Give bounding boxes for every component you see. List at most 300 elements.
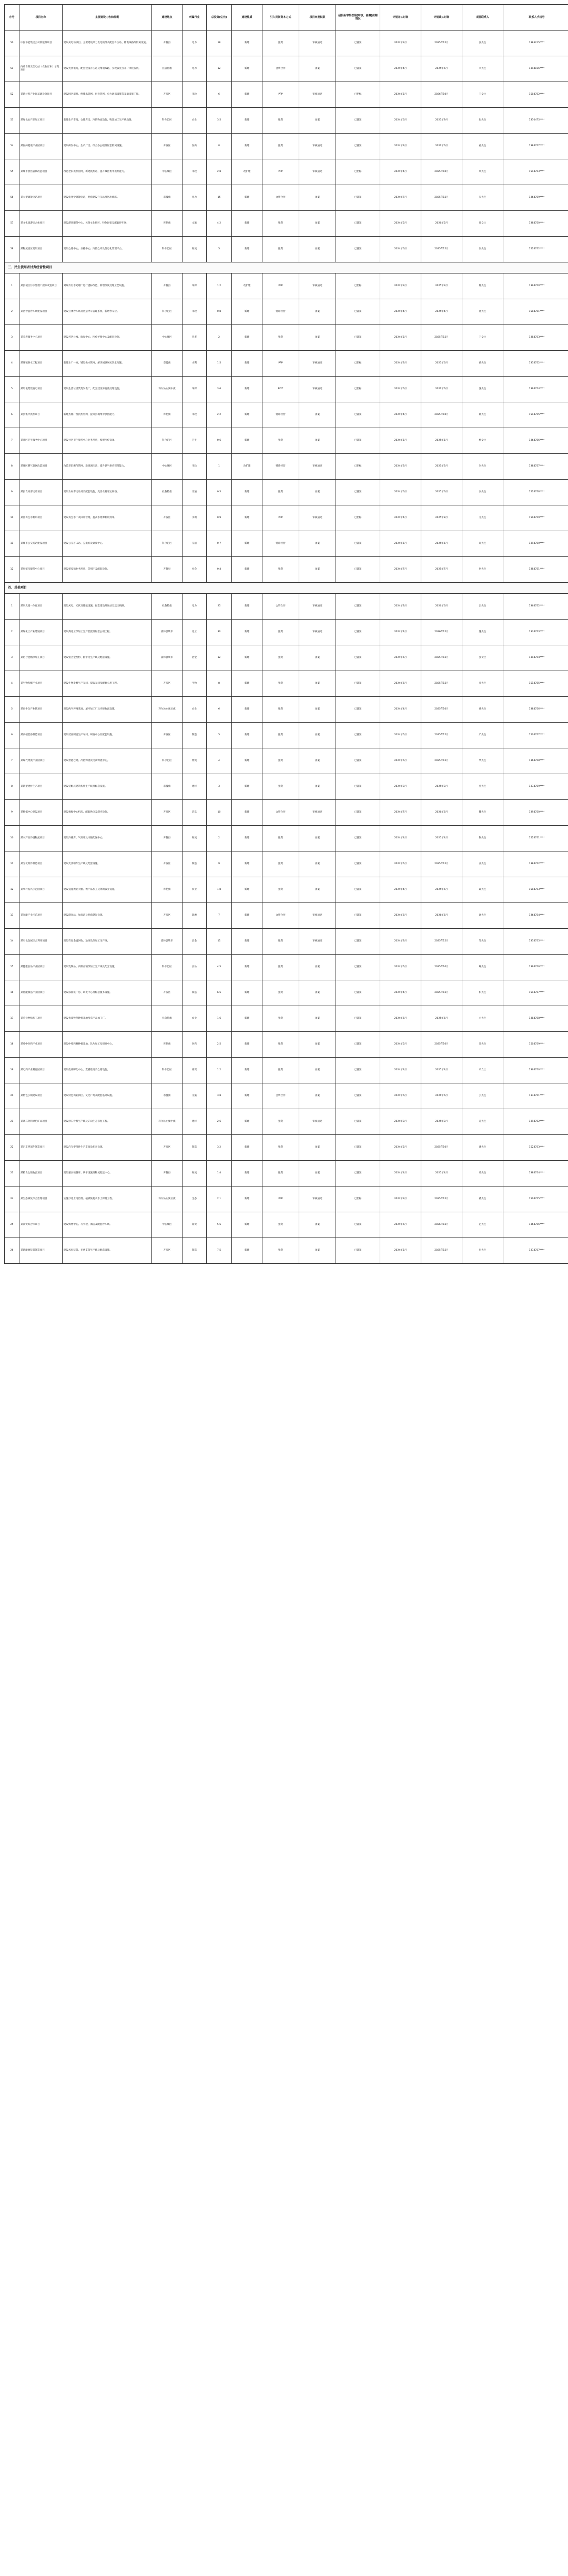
cell-nature: 新建 xyxy=(232,594,262,620)
cell-phone: 1384756**** xyxy=(503,697,568,723)
cell-inv: 3.2 xyxy=(207,1135,232,1161)
cell-inv: 5.5 xyxy=(207,1212,232,1238)
cell-loc: 开发区 xyxy=(152,903,182,929)
cell-start: 2024年7月 xyxy=(380,185,421,211)
cell-nature: 新建 xyxy=(232,620,262,645)
cell-start: 2024年4月 xyxy=(380,402,421,428)
cell-bid: 已备案 xyxy=(336,877,380,903)
column-header: 所属行业 xyxy=(182,5,207,31)
cell-ind: 养老 xyxy=(182,325,207,351)
cell-nature: 新建 xyxy=(232,800,262,826)
cell-start: 2024年5月 xyxy=(380,211,421,237)
cell-desc: 建设特色商业街区、文化广场及配套基础设施。 xyxy=(63,1083,152,1109)
cell-inv: 12 xyxy=(207,645,232,671)
cell-contact: 朱先生 xyxy=(462,454,503,480)
cell-start: 2024年6月 xyxy=(380,1083,421,1109)
cell-ind: 信息 xyxy=(182,800,207,826)
cell-desc: 建设研发中心、生产厂房、综合办公楼及配套附属设施。 xyxy=(63,134,152,159)
cell-no: 10 xyxy=(5,826,19,851)
cell-approve: 备案 xyxy=(299,671,336,697)
cell-start: 2024年6月 xyxy=(380,748,421,774)
cell-loc: 霍林郭勒市 xyxy=(152,620,182,645)
cell-phone: 1334759**** xyxy=(503,774,568,800)
cell-name: 某砂石骨料绿色矿山项目 xyxy=(19,1109,63,1135)
cell-nature: 新建 xyxy=(232,903,262,929)
cell-ind: 建材 xyxy=(182,1109,207,1135)
cell-name: 某新材料产业园基础设施项目 xyxy=(19,82,63,108)
cell-start: 2024年5月 xyxy=(380,82,421,108)
cell-end: 2025年8月 xyxy=(421,505,462,531)
cell-end: 2026年6月 xyxy=(421,1083,462,1109)
cell-phone: 1394750**** xyxy=(503,800,568,826)
cell-start: 2024年3月 xyxy=(380,1186,421,1212)
cell-approve: 审核通过 xyxy=(299,505,336,531)
project-table xyxy=(4,4,568,1264)
cell-contact: 魏先生 xyxy=(462,800,503,826)
cell-end: 2025年3月 xyxy=(421,1109,462,1135)
cell-loc: 奈曼旗 xyxy=(152,774,182,800)
cell-mode: 独资 xyxy=(262,620,299,645)
cell-desc: 建设冷藏库、气调库及冷链配送中心。 xyxy=(63,826,152,851)
cell-bid: 已备案 xyxy=(336,237,380,262)
cell-bid: 已备案 xyxy=(336,1006,380,1032)
cell-ind: 电力 xyxy=(182,56,207,82)
cell-phone: 1384754**** xyxy=(503,1161,568,1186)
cell-desc: 改造老旧燃气管网，新建调压站，提升燃气供应保障能力。 xyxy=(63,454,152,480)
cell-start: 2024年5月 xyxy=(380,531,421,557)
cell-start: 2024年4月 xyxy=(380,1058,421,1083)
cell-start: 2024年3月 xyxy=(380,454,421,480)
cell-desc: 建设养老公寓、康复中心、医疗护理中心及配套设施。 xyxy=(63,325,152,351)
cell-desc: 对现有污水处理厂进行提标改造，新增深度处理工艺设施。 xyxy=(63,273,152,299)
cell-ind: 市政 xyxy=(182,402,207,428)
cell-desc: 建设立体停车场及智慧停车管理系统，新增停车位。 xyxy=(63,299,152,325)
cell-end: 2025年3月 xyxy=(421,774,462,800)
cell-ind: 农业 xyxy=(182,1006,207,1032)
cell-ind: 制造 xyxy=(182,1135,207,1161)
cell-mode: 独资 xyxy=(262,1006,299,1032)
cell-end: 2026年6月 xyxy=(421,800,462,826)
cell-start: 2024年6月 xyxy=(380,1006,421,1032)
cell-approve: 审核通过 xyxy=(299,1109,336,1135)
cell-inv: 5 xyxy=(207,723,232,748)
cell-approve: 审核通过 xyxy=(299,82,336,108)
cell-end: 2025年4月 xyxy=(421,1161,462,1186)
cell-start: 2024年7月 xyxy=(380,800,421,826)
cell-approve: 备案 xyxy=(299,1238,336,1264)
cell-contact: 柏先生 xyxy=(462,980,503,1006)
cell-approve: 备案 xyxy=(299,1032,336,1058)
cell-loc: 奈曼旗 xyxy=(152,1083,182,1109)
cell-phone: 1334752**** xyxy=(503,351,568,377)
cell-loc: 中心城区 xyxy=(152,454,182,480)
cell-nature: 新建 xyxy=(232,851,262,877)
cell-nature: 新建 xyxy=(232,748,262,774)
table-row xyxy=(5,402,568,428)
cell-contact: 曹先生 xyxy=(462,697,503,723)
cell-name: 某县城区污水处理厂提标改造项目 xyxy=(19,273,63,299)
cell-bid: 已备案 xyxy=(336,531,380,557)
cell-desc: 实施沙化土地治理、植被恢复及水土保持工程。 xyxy=(63,1186,152,1212)
cell-nature: 新建 xyxy=(232,428,262,454)
cell-bid: 已招标 xyxy=(336,454,380,480)
cell-mode: 特许经营 xyxy=(262,299,299,325)
cell-end: 2025年12月 xyxy=(421,185,462,211)
cell-start: 2024年3月 xyxy=(380,774,421,800)
cell-approve: 审核通过 xyxy=(299,454,336,480)
cell-loc: 科尔沁区 xyxy=(152,748,182,774)
cell-loc: 库伦旗 xyxy=(152,211,182,237)
cell-desc: 建设电商孵化中心、直播基地及仓储设施。 xyxy=(63,1058,152,1083)
column-header: 建设地点 xyxy=(152,5,182,31)
cell-ind: 物流 xyxy=(182,748,207,774)
cell-loc: 开鲁县 xyxy=(152,31,182,56)
cell-bid: 已招标 xyxy=(336,351,380,377)
cell-bid: 已备案 xyxy=(336,480,380,505)
cell-contact: 彭先生 xyxy=(462,1238,503,1264)
cell-contact: 金先生 xyxy=(462,774,503,800)
cell-bid: 已备案 xyxy=(336,1109,380,1135)
cell-contact: 潘先生 xyxy=(462,1135,503,1161)
cell-bid: 已备案 xyxy=(336,325,380,351)
cell-mode: 独资 xyxy=(262,557,299,583)
cell-end: 2025年12月 xyxy=(421,31,462,56)
cell-phone: 1524752**** xyxy=(503,237,568,262)
cell-loc: 开鲁县 xyxy=(152,826,182,851)
section-row xyxy=(5,262,568,273)
table-row xyxy=(5,505,568,531)
cell-approve: 备案 xyxy=(299,748,336,774)
table-row xyxy=(5,748,568,774)
cell-loc: 科尔沁区 xyxy=(152,531,182,557)
cell-start: 2024年4月 xyxy=(380,980,421,1006)
cell-bid: 已备案 xyxy=(336,1161,380,1186)
cell-phone: 1384753**** xyxy=(503,325,568,351)
cell-end: 2025年3月 xyxy=(421,273,462,299)
cell-bid: 已招标 xyxy=(336,273,380,299)
cell-mode: 独资 xyxy=(262,980,299,1006)
cell-loc: 奈曼旗 xyxy=(152,185,182,211)
cell-approve: 备案 xyxy=(299,645,336,671)
cell-contact: 吴先生 xyxy=(462,185,503,211)
cell-name: 某县农村客运站项目 xyxy=(19,480,63,505)
cell-approve: 备案 xyxy=(299,1135,336,1161)
cell-name: 某氢能产业示范项目 xyxy=(19,903,63,929)
cell-loc: 库伦旗 xyxy=(152,1032,182,1058)
cell-inv: 0.5 xyxy=(207,480,232,505)
cell-approve: 审核通过 xyxy=(299,377,336,402)
cell-ind: 市政 xyxy=(182,299,207,325)
cell-contact: 奚先生 xyxy=(462,1186,503,1212)
cell-bid: 已备案 xyxy=(336,1058,380,1083)
cell-no: 8 xyxy=(5,454,19,480)
cell-inv: 3.5 xyxy=(207,108,232,134)
cell-end: 2026年5月 xyxy=(421,211,462,237)
cell-phone: 1504759**** xyxy=(503,1032,568,1058)
cell-phone: 1394816**** xyxy=(503,56,568,82)
cell-no: 15 xyxy=(5,955,19,980)
cell-end: 2026年12月 xyxy=(421,620,462,645)
cell-loc: 奈曼旗 xyxy=(152,351,182,377)
table-row xyxy=(5,273,568,299)
cell-start: 2024年4月 xyxy=(380,159,421,185)
cell-inv: 10 xyxy=(207,800,232,826)
cell-desc: 建设制氢站、加氢站及配套储运设施。 xyxy=(63,903,152,929)
cell-end: 2025年12月 xyxy=(421,1238,462,1264)
cell-end: 2026年6月 xyxy=(421,134,462,159)
cell-inv: 12 xyxy=(207,56,232,82)
cell-loc: 科尔沁区 xyxy=(152,1058,182,1083)
cell-nature: 新建 xyxy=(232,351,262,377)
cell-contact: 郑女士 xyxy=(462,211,503,237)
section-title: 四、其他项目 xyxy=(5,583,568,594)
column-header: 引入民间资本方式 xyxy=(262,5,299,31)
cell-end: 2026年6月 xyxy=(421,903,462,929)
cell-no: 12 xyxy=(5,557,19,583)
cell-phone: 1334753**** xyxy=(503,620,568,645)
cell-name: 某县集中供热项目 xyxy=(19,402,63,428)
cell-start: 2024年4月 xyxy=(380,826,421,851)
cell-contact: 章女士 xyxy=(462,1058,503,1083)
cell-bid: 已备案 xyxy=(336,800,380,826)
cell-loc: 开发区 xyxy=(152,1135,182,1161)
table-row xyxy=(5,1212,568,1238)
column-header: 项目名称 xyxy=(19,5,63,31)
cell-inv: 2.8 xyxy=(207,159,232,185)
cell-contact: 施先生 xyxy=(462,620,503,645)
cell-loc: 开发区 xyxy=(152,505,182,531)
column-header: 项目联系人 xyxy=(462,5,503,31)
cell-mode: 独资 xyxy=(262,955,299,980)
cell-start: 2024年4月 xyxy=(380,620,421,645)
cell-name: 某垃圾焚烧发电项目 xyxy=(19,377,63,402)
cell-phone: 1384757**** xyxy=(503,134,568,159)
cell-ind: 市政 xyxy=(182,82,207,108)
cell-nature: 新建 xyxy=(232,671,262,697)
cell-approve: 备案 xyxy=(299,428,336,454)
cell-start: 2024年3月 xyxy=(380,351,421,377)
cell-end: 2025年10月 xyxy=(421,1032,462,1058)
cell-name: 某现代物流产业园项目 xyxy=(19,748,63,774)
cell-ind: 生物 xyxy=(182,671,207,697)
table-row xyxy=(5,480,568,505)
cell-ind: 社会 xyxy=(182,557,207,583)
cell-inv: 25 xyxy=(207,594,232,620)
cell-desc: 建设生物发酵生产车间、提取车间及配套公用工程。 xyxy=(63,671,152,697)
cell-no: 19 xyxy=(5,1058,19,1083)
cell-end: 2025年12月 xyxy=(421,929,462,955)
cell-no: 53 xyxy=(5,108,19,134)
cell-end: 2025年4月 xyxy=(421,299,462,325)
cell-no: 13 xyxy=(5,903,19,929)
cell-phone: 1514757**** xyxy=(503,980,568,1006)
cell-name: 某健康食品产业园项目 xyxy=(19,955,63,980)
cell-phone: 1364756**** xyxy=(503,428,568,454)
cell-contact: 周先生 xyxy=(462,159,503,185)
cell-phone: 1330475**** xyxy=(503,108,568,134)
cell-start: 2024年3月 xyxy=(380,31,421,56)
cell-inv: 0.4 xyxy=(207,557,232,583)
table-row xyxy=(5,557,568,583)
cell-inv: 15 xyxy=(207,185,232,211)
cell-mode: 特许经营 xyxy=(262,531,299,557)
column-header: 建设性质 xyxy=(232,5,262,31)
cell-phone: 1504751**** xyxy=(503,299,568,325)
cell-no: 14 xyxy=(5,929,19,955)
cell-start: 2024年3月 xyxy=(380,1109,421,1135)
cell-nature: 新建 xyxy=(232,56,262,82)
cell-loc: 开发区 xyxy=(152,671,182,697)
cell-no: 10 xyxy=(5,505,19,531)
cell-contact: 陈先生 xyxy=(462,273,503,299)
cell-ind: 卫生 xyxy=(182,428,207,454)
cell-bid: 已备案 xyxy=(336,697,380,723)
cell-nature: 改扩建 xyxy=(232,159,262,185)
table-row xyxy=(5,723,568,748)
cell-nature: 新建 xyxy=(232,185,262,211)
cell-no: 50 xyxy=(5,31,19,56)
cell-name: 某粮食仓储物流项目 xyxy=(19,1161,63,1186)
cell-start: 2024年6月 xyxy=(380,671,421,697)
cell-phone: 1514755**** xyxy=(503,671,568,697)
cell-end: 2025年12月 xyxy=(421,851,462,877)
table-row xyxy=(5,1032,568,1058)
cell-end: 2025年6月 xyxy=(421,877,462,903)
cell-phone: 1504755**** xyxy=(503,1186,568,1212)
cell-name: 某光伏组件制造项目 xyxy=(19,851,63,877)
cell-inv: 2 xyxy=(207,325,232,351)
cell-approve: 备案 xyxy=(299,1083,336,1109)
cell-nature: 新建 xyxy=(232,505,262,531)
table-row xyxy=(5,1161,568,1186)
cell-loc: 科尔沁左翼中旗 xyxy=(152,377,182,402)
table-row xyxy=(5,377,568,402)
cell-name: 某乡村振兴示范园项目 xyxy=(19,877,63,903)
cell-name: 某数据中心建设项目 xyxy=(19,800,63,826)
cell-inv: 6 xyxy=(207,697,232,723)
cell-ind: 市政 xyxy=(182,159,207,185)
cell-inv: 4.2 xyxy=(207,211,232,237)
cell-no: 11 xyxy=(5,851,19,877)
cell-end: 2025年7月 xyxy=(421,557,462,583)
cell-desc: 建设仓储中心、分拣中心、冷链仓库及信息化管理平台。 xyxy=(63,237,152,262)
cell-loc: 开鲁县 xyxy=(152,273,182,299)
table-row xyxy=(5,955,568,980)
cell-end: 2025年3月 xyxy=(421,454,462,480)
cell-no: 16 xyxy=(5,980,19,1006)
cell-end: 2026年6月 xyxy=(421,594,462,620)
cell-end: 2025年10月 xyxy=(421,402,462,428)
cell-desc: 建设光伏电站，配套建设升压站及集电线路，实现农光互补一体化发展。 xyxy=(63,56,152,82)
cell-mode: 独资 xyxy=(262,671,299,697)
cell-no: 6 xyxy=(5,402,19,428)
cell-start: 2024年5月 xyxy=(380,1135,421,1161)
cell-contact: 邹先生 xyxy=(462,929,503,955)
cell-ind: 冶金 xyxy=(182,645,207,671)
cell-inv: 3.8 xyxy=(207,1083,232,1109)
cell-contact: 褚先生 xyxy=(462,299,503,325)
cell-bid: 已备案 xyxy=(336,1238,380,1264)
cell-phone: 1514755**** xyxy=(503,402,568,428)
cell-phone: 1364759**** xyxy=(503,185,568,211)
cell-mode: 独资 xyxy=(262,723,299,748)
cell-mode: 合资合作 xyxy=(262,56,299,82)
table-row xyxy=(5,645,568,671)
cell-start: 2024年5月 xyxy=(380,645,421,671)
cell-loc: 科尔沁左翼中旗 xyxy=(152,1109,182,1135)
cell-phone: 1334755**** xyxy=(503,929,568,955)
table-row xyxy=(5,31,568,56)
cell-start: 2024年6月 xyxy=(380,480,421,505)
cell-name: 某新能源装备制造项目 xyxy=(19,1238,63,1264)
cell-inv: 3 xyxy=(207,774,232,800)
cell-desc: 建设电化学储能电站，配套建设升压站及送出线路。 xyxy=(63,185,152,211)
cell-name: 某电商产业孵化园项目 xyxy=(19,1058,63,1083)
cell-mode: 特许经营 xyxy=(262,402,299,428)
cell-phone: 1514753**** xyxy=(503,159,568,185)
cell-bid: 已备案 xyxy=(336,1032,380,1058)
cell-ind: 环保 xyxy=(182,273,207,299)
cell-mode: 独资 xyxy=(262,1135,299,1161)
cell-phone: 1394750**** xyxy=(503,273,568,299)
cell-name: 某智能制造产业园项目 xyxy=(19,980,63,1006)
table-row xyxy=(5,1135,568,1161)
cell-end: 2025年10月 xyxy=(421,159,462,185)
cell-end: 2025年12月 xyxy=(421,723,462,748)
cell-nature: 新建 xyxy=(232,1032,262,1058)
cell-mode: PPP xyxy=(262,351,299,377)
cell-approve: 审核通过 xyxy=(299,800,336,826)
cell-end: 2025年12月 xyxy=(421,237,462,262)
cell-inv: 7.5 xyxy=(207,1238,232,1264)
cell-approve: 备案 xyxy=(299,1006,336,1032)
cell-phone: 1364758**** xyxy=(503,748,568,774)
cell-no: 21 xyxy=(5,1109,19,1135)
cell-approve: 备案 xyxy=(299,1212,336,1238)
cell-mode: 独资 xyxy=(262,1109,299,1135)
cell-name: 某煤化工产业延链项目 xyxy=(19,620,63,645)
cell-mode: 独资 xyxy=(262,851,299,877)
cell-approve: 备案 xyxy=(299,1058,336,1083)
cell-inv: 1.4 xyxy=(207,1161,232,1186)
cell-mode: 独资 xyxy=(262,1238,299,1264)
cell-inv: 2 xyxy=(207,826,232,851)
cell-loc: 中心城区 xyxy=(152,1212,182,1238)
cell-name: 某大型储能电站项目 xyxy=(19,185,63,211)
cell-bid: 已备案 xyxy=(336,108,380,134)
cell-nature: 新建 xyxy=(232,299,262,325)
cell-no: 3 xyxy=(5,325,19,351)
table-row xyxy=(5,299,568,325)
table-row xyxy=(5,211,568,237)
cell-loc: 扎鲁特旗 xyxy=(152,56,182,82)
cell-ind: 水利 xyxy=(182,351,207,377)
table-row xyxy=(5,134,568,159)
cell-approve: 审核通过 xyxy=(299,620,336,645)
cell-mode: PPP xyxy=(262,159,299,185)
cell-phone: 1394754**** xyxy=(503,377,568,402)
cell-inv: 1 xyxy=(207,454,232,480)
cell-approve: 备案 xyxy=(299,955,336,980)
cell-approve: 备案 xyxy=(299,531,336,557)
cell-inv: 8 xyxy=(207,134,232,159)
cell-bid: 已招标 xyxy=(336,82,380,108)
cell-nature: 新建 xyxy=(232,645,262,671)
cell-nature: 新建 xyxy=(232,211,262,237)
table-header xyxy=(5,5,568,31)
cell-mode: 合资合作 xyxy=(262,594,299,620)
cell-contact: 严先生 xyxy=(462,723,503,748)
